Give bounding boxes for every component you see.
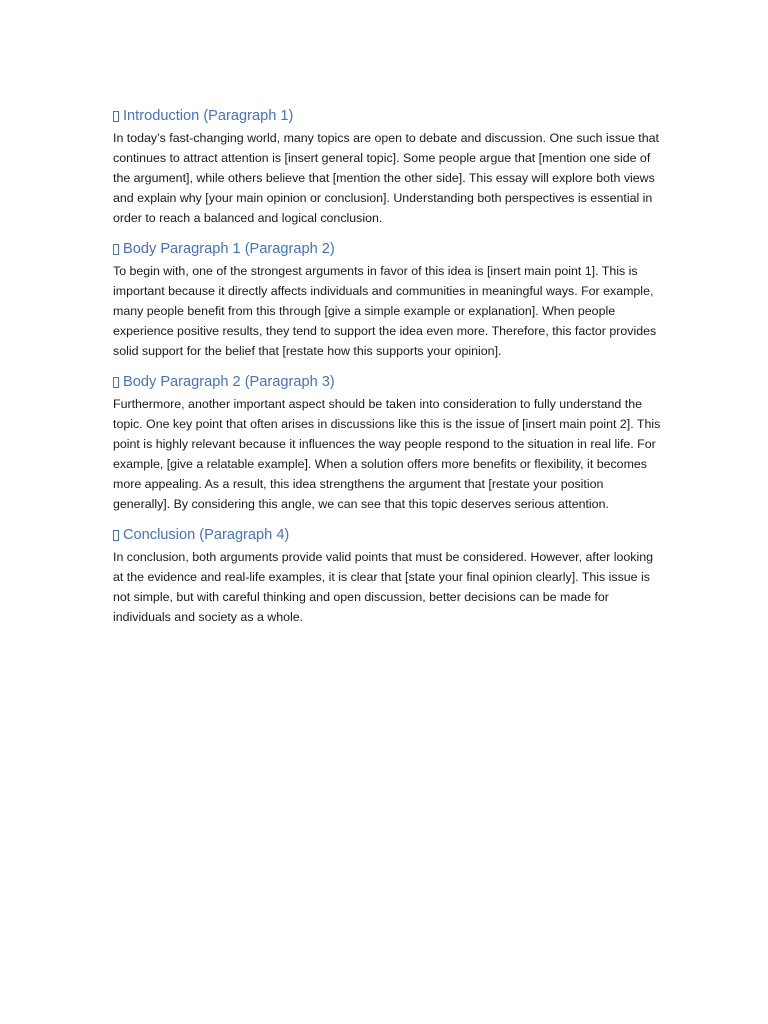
section-introduction — [113, 105, 661, 228]
section-body-paragraph-1 — [113, 238, 661, 361]
section-heading — [113, 238, 661, 260]
document-page — [113, 105, 661, 637]
section-paragraph: Furthermore, another important aspect should be taken into consideration to fully understand the topic. One key point that often arises in discussions like this is the issue of [insert main point 2]. This point is highly relevant because it influences the way people respond to the situation in real life. For example, [give a relatable example]. When a solution offers more benefits or flexibility, it becomes more appealing. As a result, this idea strengthens the argument that [restate your position generally]. By considering this angle, we can see that this topic deserves serious attention. — [113, 397, 661, 511]
section-heading-text: Introduction (Paragraph 1) — [123, 108, 294, 124]
section-heading — [113, 524, 661, 546]
section-heading-text: Conclusion (Paragraph 4) — [123, 527, 290, 543]
missing-glyph-box-icon — [113, 111, 119, 122]
missing-glyph-box-icon — [113, 377, 119, 388]
section-paragraph: In conclusion, both arguments provide valid points that must be considered. However, after looking at the evidence and real-life examples, it is clear that [state your final opinion clearly]. This issue is not simple, but with careful thinking and open discussion, better decisions can be made for individuals and society as a whole. — [113, 550, 653, 624]
section-heading-text: Body Paragraph 2 (Paragraph 3) — [123, 374, 335, 390]
section-conclusion — [113, 524, 661, 627]
section-heading — [113, 371, 661, 393]
missing-glyph-box-icon — [113, 530, 119, 541]
missing-glyph-box-icon — [113, 244, 119, 255]
section-heading-text: Body Paragraph 1 (Paragraph 2) — [123, 241, 335, 257]
section-paragraph: To begin with, one of the strongest arguments in favor of this idea is [insert main point 1]. This is important because it directly affects individuals and communities in meaningful ways. For example, many people benefit from this through [give a simple example or explanation]. When people experience positive results, they tend to support the idea even more. Therefore, this factor provides solid support for the belief that [restate how this supports your opinion]. — [113, 264, 657, 358]
section-heading — [113, 105, 661, 127]
section-paragraph: In today’s fast-changing world, many topics are open to debate and discussion. One such issue that continues to attract attention is [insert general topic]. Some people argue that [mention one side of the argument], while others believe that [mention the other side]. This essay will explore both views and explain why [your main opinion or conclusion]. Understanding both perspectives is essential in order to reach a balanced and logical conclusion. — [113, 131, 659, 225]
section-body-paragraph-2 — [113, 371, 661, 514]
